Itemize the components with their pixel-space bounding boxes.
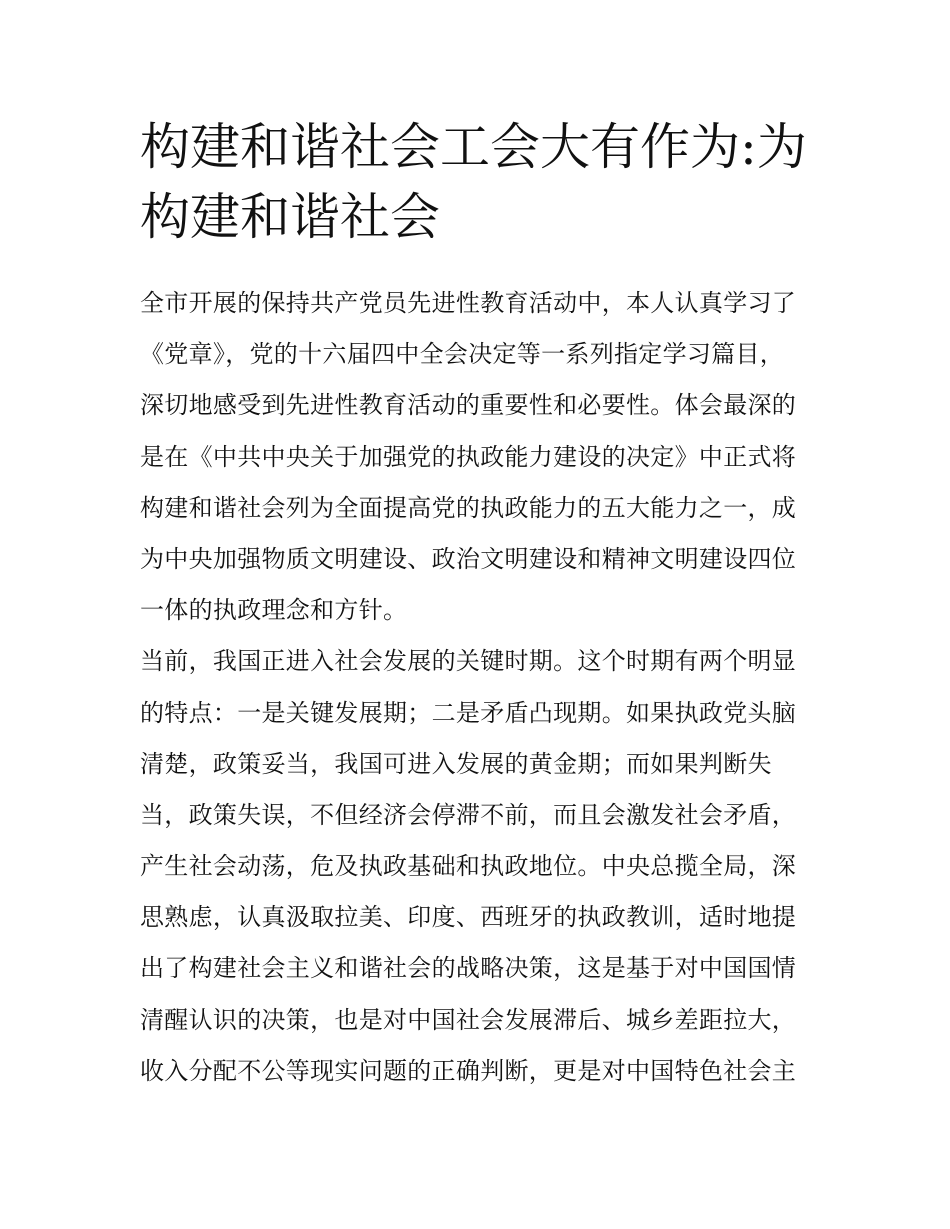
text-line: 产生社会动荡，危及执政基础和执政地位。中央总揽全局，深 (140, 852, 797, 881)
text-line: 一体的执政理念和方针。 (140, 596, 408, 625)
text-line: 构建和谐社会列为全面提高党的执政能力的五大能力之一，成 (140, 493, 797, 522)
text-line: 当，政策失误，不但经济会停滞不前，而且会激发社会矛盾， (140, 800, 797, 829)
paragraph-2 (140, 636, 820, 1097)
text-line: 深切地感受到先进性教育活动的重要性和必要性。体会最深的 (140, 391, 797, 420)
text-line: 为中央加强物质文明建设、政治文明建设和精神文明建设四位 (140, 544, 797, 573)
text-line: 全市开展的保持共产党员先进性教育活动中，本人认真学习了 (140, 289, 797, 317)
text-line: 《党章》，党的十六届四中全会决定等一系列指定学习篇目， (140, 340, 785, 369)
text-line: 清醒认识的决策，也是对中国社会发展滞后、城乡差距拉大， (140, 1005, 797, 1034)
title-line: 构建和谐社会 (140, 188, 440, 246)
title-line: 构建和谐社会工会大有作为:为 (140, 118, 807, 176)
document-body (140, 278, 820, 1097)
text-line: 思熟虑，认真汲取拉美、印度、西班牙的执政教训，适时地提 (140, 903, 797, 932)
text-line: 的特点：一是关键发展期；二是矛盾凸现期。如果执政党头脑 (140, 698, 797, 727)
paragraph-1 (140, 278, 820, 636)
text-line: 出了构建社会主义和谐社会的战略决策，这是基于对中国国情 (140, 954, 797, 983)
text-line: 当前，我国正进入社会发展的关键时期。这个时期有两个明显 (140, 647, 797, 676)
document-title (140, 112, 820, 252)
text-line: 收入分配不公等现实问题的正确判断，更是对中国特色社会主 (140, 1056, 797, 1085)
text-line: 清楚，政策妥当，我国可进入发展的黄金期；而如果判断失 (140, 749, 772, 778)
document-content (140, 112, 820, 1097)
text-line: 是在《中共中央关于加强党的执政能力建设的决定》中正式将 (140, 442, 797, 471)
